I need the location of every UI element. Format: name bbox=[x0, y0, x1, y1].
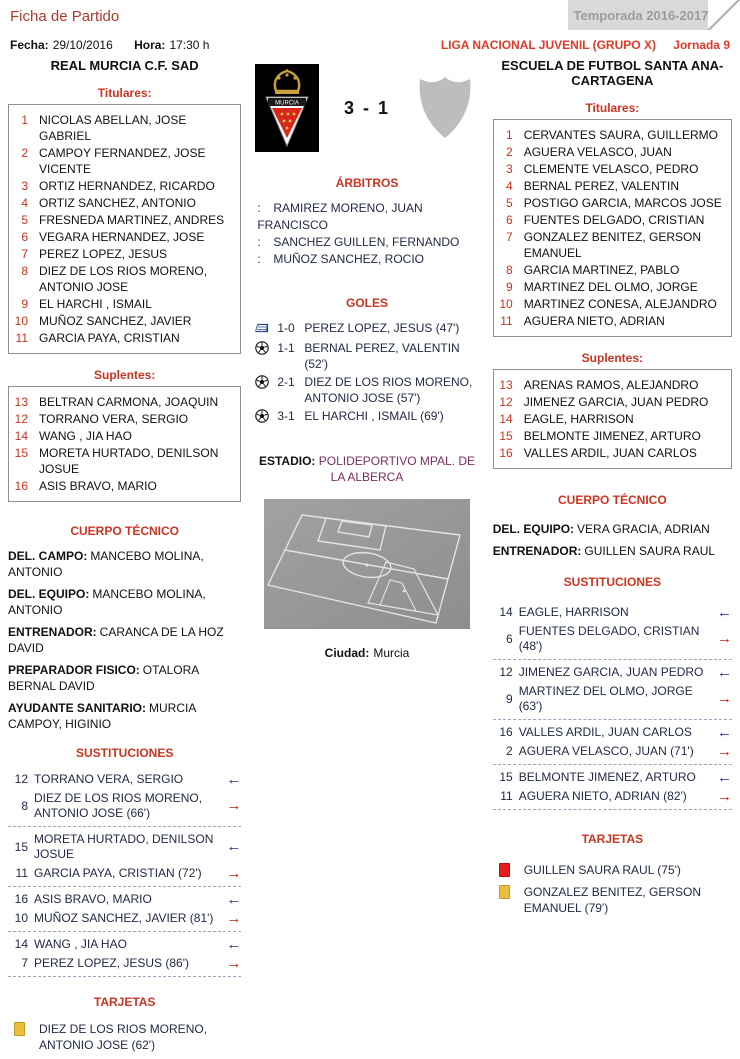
sub-out-arrow-icon: → bbox=[717, 742, 732, 760]
sub-player-number: 14 bbox=[499, 605, 513, 619]
goal-score: 1-0 bbox=[277, 321, 295, 335]
player-row bbox=[494, 279, 727, 295]
substitution-row bbox=[8, 935, 241, 954]
player-name: EL HARCHI , ISMAIL bbox=[39, 297, 152, 311]
sub-player-name: VALLES ARDIL, JUAN CARLOS bbox=[518, 725, 692, 739]
sub-player-name: AGUERA NIETO, ADRIAN (82') bbox=[518, 789, 687, 803]
staff-row bbox=[493, 521, 732, 537]
away-team-name: ESCUELA DE FUTBOL SANTA ANA-CARTAGENA bbox=[501, 58, 724, 88]
staff-row bbox=[8, 624, 241, 656]
player-name: TORRANO VERA, SERGIO bbox=[39, 412, 189, 426]
home-cards-list bbox=[8, 1021, 241, 1053]
sub-player-name: ASIS BRAVO, MARIO bbox=[34, 892, 152, 906]
away-substitutions-heading: SUSTITUCIONES bbox=[563, 575, 662, 589]
sub-player-name: FUENTES DELGADO, CRISTIAN (48') bbox=[518, 624, 700, 653]
player-row bbox=[494, 313, 727, 329]
staff-name: CARANCA DE LA HOZ DAVID bbox=[8, 625, 224, 655]
date-value: 29/10/2016 bbox=[52, 38, 113, 52]
player-number: 2 bbox=[21, 146, 28, 160]
match-meta-row bbox=[0, 30, 740, 52]
staff-name: MANCEBO MOLINA, ANTONIO bbox=[8, 549, 204, 579]
player-row bbox=[494, 212, 727, 228]
substitution-row bbox=[493, 742, 732, 765]
player-name: AGUERA NIETO, ADRIAN bbox=[523, 314, 665, 328]
card-icon bbox=[499, 885, 510, 899]
player-number: 6 bbox=[506, 213, 513, 227]
league-name: LIGA NACIONAL JUVENIL (GRUPO X) bbox=[440, 38, 656, 52]
sub-player-number: 2 bbox=[506, 744, 513, 758]
staff-role-label: ENTRENADOR: bbox=[8, 625, 97, 639]
staff-name: MANCEBO MOLINA, ANTONIO bbox=[8, 587, 206, 617]
goal-row bbox=[255, 374, 478, 406]
staff-role-label: AYUDANTE SANITARIO: bbox=[8, 701, 147, 715]
soccer-ball-icon bbox=[255, 409, 269, 423]
page-title: Ficha de Partido bbox=[10, 8, 120, 25]
goal-row bbox=[255, 408, 478, 427]
player-name: AGUERA VELASCO, JUAN bbox=[523, 145, 672, 159]
staff-row bbox=[8, 586, 241, 618]
goals-section bbox=[255, 296, 478, 427]
player-name: VEGARA HERNANDEZ, JOSE bbox=[39, 230, 205, 244]
player-name: ASIS BRAVO, MARIO bbox=[39, 479, 157, 493]
goal-row bbox=[255, 320, 478, 338]
stadium-image bbox=[264, 499, 470, 629]
card-icon bbox=[14, 1022, 25, 1036]
player-name: CLEMENTE VELASCO, PEDRO bbox=[523, 162, 699, 176]
time-label: Hora: bbox=[134, 38, 166, 52]
home-starters-box bbox=[8, 104, 241, 354]
player-name: GONZALEZ BENITEZ, GERSON EMANUEL bbox=[523, 230, 702, 260]
sub-player-number: 9 bbox=[506, 691, 513, 706]
staff-row bbox=[8, 662, 241, 694]
card-row bbox=[8, 1021, 241, 1053]
player-name: MORETA HURTADO, DENILSON JOSUE bbox=[39, 446, 219, 476]
stadium-label: ESTADIO: bbox=[258, 454, 316, 468]
card-row bbox=[493, 884, 732, 916]
referees-section bbox=[255, 176, 478, 268]
goal-scorer: EL HARCHI , ISMAIL (69') bbox=[304, 409, 444, 423]
home-score: 3 bbox=[343, 97, 356, 118]
season-bar bbox=[568, 0, 740, 30]
player-row bbox=[494, 161, 727, 177]
stadium-image-wrap bbox=[255, 499, 478, 634]
away-team-column bbox=[493, 58, 732, 1059]
sub-player-name: AGUERA VELASCO, JUAN (71') bbox=[518, 744, 694, 758]
player-number: 16 bbox=[14, 479, 28, 493]
player-name: POSTIGO GARCIA, MARCOS JOSE bbox=[523, 196, 722, 210]
away-subs-label: Suplentes: bbox=[581, 351, 644, 365]
staff-role-label: PREPARADOR FISICO: bbox=[8, 663, 140, 677]
player-row bbox=[9, 178, 236, 194]
sub-in-arrow-icon: ← bbox=[226, 935, 242, 953]
goal-scorer: BERNAL PEREZ, VALENTIN (52') bbox=[304, 341, 460, 371]
stadium-block bbox=[255, 453, 478, 485]
goal-score: 3-1 bbox=[277, 409, 295, 423]
player-name: MUÑOZ SANCHEZ, JAVIER bbox=[39, 314, 192, 328]
sub-player-name: PEREZ LOPEZ, JESUS (86') bbox=[34, 956, 189, 970]
player-number: 9 bbox=[21, 297, 28, 311]
player-row bbox=[494, 144, 727, 160]
player-row bbox=[9, 145, 236, 177]
player-name: BERNAL PEREZ, VALENTIN bbox=[523, 179, 680, 193]
substitution-row bbox=[8, 864, 241, 887]
player-number: 9 bbox=[506, 280, 513, 294]
player-number: 8 bbox=[506, 263, 513, 277]
home-subs-box bbox=[8, 386, 241, 502]
referees-heading: ÁRBITROS bbox=[335, 176, 399, 190]
date-label: Fecha: bbox=[10, 38, 49, 52]
player-name: ORTIZ HERNANDEZ, RICARDO bbox=[39, 179, 215, 193]
sub-player-number: 16 bbox=[499, 725, 513, 739]
player-name: CAMPOY FERNANDEZ, JOSE VICENTE bbox=[39, 146, 206, 176]
goal-scorer: DIEZ DE LOS RIOS MORENO, ANTONIO JOSE (57') bbox=[304, 375, 473, 405]
home-subs-label: Suplentes: bbox=[93, 368, 156, 382]
staff-role-label: DEL. EQUIPO: bbox=[492, 522, 575, 536]
sub-out-arrow-icon: → bbox=[226, 864, 242, 882]
sub-player-number: 6 bbox=[506, 631, 513, 646]
player-row bbox=[494, 394, 727, 410]
card-row bbox=[493, 862, 732, 878]
player-row bbox=[9, 195, 236, 211]
player-row bbox=[9, 112, 236, 144]
player-name: CERVANTES SAURA, GUILLERMO bbox=[523, 128, 718, 142]
player-number: 7 bbox=[21, 247, 28, 261]
player-number: 6 bbox=[21, 230, 28, 244]
player-number: 12 bbox=[14, 412, 28, 426]
match-center-column bbox=[255, 58, 478, 1059]
player-row bbox=[494, 178, 727, 194]
referee-name: SANCHEZ GUILLEN, FERNANDO bbox=[273, 235, 460, 249]
home-staff-heading: CUERPO TÉCNICO bbox=[70, 524, 179, 538]
substitution-row bbox=[8, 789, 241, 827]
player-name: DIEZ DE LOS RIOS MORENO, ANTONIO JOSE bbox=[39, 264, 208, 294]
carded-player-name: GUILLEN SAURA RAUL (75') bbox=[523, 863, 681, 877]
sub-player-name: EAGLE, HARRISON bbox=[518, 605, 629, 619]
staff-name: OTALORA BERNAL DAVID bbox=[8, 663, 199, 693]
player-name: EAGLE, HARRISON bbox=[523, 412, 634, 426]
card-icon bbox=[499, 863, 510, 877]
player-name: MARTINEZ CONESA, ALEJANDRO bbox=[523, 297, 717, 311]
page-corner-fold-icon bbox=[708, 0, 740, 30]
player-number: 15 bbox=[14, 446, 28, 460]
substitution-row bbox=[493, 768, 732, 787]
referee-name: RAMIREZ MORENO, JUAN FRANCISCO bbox=[257, 201, 423, 232]
goals-heading: GOLES bbox=[346, 296, 389, 310]
player-name: VALLES ARDIL, JUAN CARLOS bbox=[523, 446, 697, 460]
city-line bbox=[255, 646, 478, 660]
home-substitutions-heading: SUSTITUCIONES bbox=[75, 746, 174, 760]
staff-row bbox=[8, 548, 241, 580]
player-name: NICOLAS ABELLAN, JOSE GABRIEL bbox=[39, 113, 187, 143]
player-number: 7 bbox=[506, 230, 513, 244]
player-number: 4 bbox=[21, 196, 28, 210]
goal-scorer: PEREZ LOPEZ, JESUS (47') bbox=[304, 321, 460, 335]
player-name: BELTRAN CARMONA, JOAQUIN bbox=[39, 395, 219, 409]
sub-player-number: 15 bbox=[14, 839, 28, 854]
goal-row bbox=[255, 340, 478, 372]
referees-list bbox=[255, 200, 478, 268]
player-row bbox=[9, 229, 236, 245]
substitution-row bbox=[493, 787, 732, 810]
player-row bbox=[9, 330, 236, 346]
player-number: 10 bbox=[14, 314, 28, 328]
matchday: Jornada 9 bbox=[673, 38, 730, 52]
staff-role-label: DEL. EQUIPO: bbox=[8, 587, 90, 601]
player-number: 11 bbox=[500, 314, 513, 328]
player-row bbox=[9, 445, 236, 477]
sub-player-number: 8 bbox=[21, 798, 28, 813]
staff-name: VERA GRACIA, ADRIAN bbox=[577, 522, 710, 536]
player-row bbox=[9, 313, 236, 329]
sub-player-name: TORRANO VERA, SERGIO bbox=[34, 772, 184, 786]
player-number: 3 bbox=[506, 162, 513, 176]
substitution-row bbox=[8, 909, 241, 932]
sub-player-number: 15 bbox=[499, 770, 513, 784]
player-name: GARCIA PAYA, CRISTIAN bbox=[39, 331, 180, 345]
home-starters-label: Titulares: bbox=[97, 86, 152, 100]
player-number: 13 bbox=[14, 395, 28, 409]
player-number: 11 bbox=[15, 331, 28, 345]
sub-out-arrow-icon: → bbox=[226, 797, 242, 814]
home-team-badge bbox=[255, 64, 319, 152]
substitution-row bbox=[493, 723, 732, 742]
away-team-badge bbox=[415, 74, 475, 142]
referee-colon: : bbox=[257, 235, 261, 249]
substitution-row bbox=[8, 830, 241, 864]
sub-player-name: MARTINEZ DEL OLMO, JORGE (63') bbox=[518, 684, 693, 713]
sub-in-arrow-icon: ← bbox=[226, 838, 242, 855]
sub-out-arrow-icon: → bbox=[717, 690, 732, 707]
player-row bbox=[9, 263, 236, 295]
score-separator: - bbox=[363, 97, 371, 118]
player-name: GARCIA MARTINEZ, PABLO bbox=[523, 263, 680, 277]
player-row bbox=[9, 411, 236, 427]
player-name: MARTINEZ DEL OLMO, JORGE bbox=[523, 280, 698, 294]
away-score: 1 bbox=[378, 97, 391, 118]
date-time bbox=[10, 38, 209, 52]
substitution-row bbox=[8, 954, 241, 977]
away-staff-heading: CUERPO TÉCNICO bbox=[558, 493, 667, 507]
player-number: 16 bbox=[499, 446, 513, 460]
sub-in-arrow-icon: ← bbox=[717, 723, 732, 741]
player-number: 2 bbox=[506, 145, 513, 159]
sub-player-name: JIMENEZ GARCIA, JUAN PEDRO bbox=[518, 665, 704, 679]
referee-colon: : bbox=[257, 201, 261, 215]
sub-out-arrow-icon: → bbox=[226, 954, 242, 972]
sub-player-number: 12 bbox=[14, 772, 28, 786]
player-row bbox=[494, 428, 727, 444]
sub-player-number: 10 bbox=[14, 911, 28, 925]
stadium-link[interactable]: POLIDEPORTIVO MPAL. DE LA ALBERCA bbox=[318, 454, 476, 484]
sub-in-arrow-icon: ← bbox=[717, 768, 732, 786]
score-row bbox=[255, 62, 478, 154]
player-number: 5 bbox=[506, 196, 513, 210]
soccer-ball-icon bbox=[255, 341, 269, 355]
player-name: WANG , JIA HAO bbox=[39, 429, 132, 443]
sub-in-arrow-icon: ← bbox=[226, 890, 242, 908]
player-row bbox=[494, 377, 727, 393]
sub-player-name: WANG , JIA HAO bbox=[34, 937, 127, 951]
away-cards-list bbox=[493, 862, 732, 916]
referee-row bbox=[255, 251, 478, 268]
player-row bbox=[9, 296, 236, 312]
player-row bbox=[494, 127, 727, 143]
away-staff-list bbox=[493, 521, 732, 559]
substitution-row bbox=[493, 663, 732, 682]
staff-role-label: ENTRENADOR: bbox=[492, 544, 582, 558]
player-row bbox=[494, 296, 727, 312]
player-name: BELMONTE JIMENEZ, ARTURO bbox=[523, 429, 701, 443]
city-label: Ciudad: bbox=[324, 646, 370, 660]
carded-player-name: DIEZ DE LOS RIOS MORENO, ANTONIO JOSE (62') bbox=[39, 1022, 208, 1052]
player-row bbox=[494, 445, 727, 461]
time-value: 17:30 h bbox=[169, 38, 210, 52]
referee-colon: : bbox=[257, 252, 261, 266]
referee-name: MUÑOZ SANCHEZ, ROCIO bbox=[273, 252, 424, 266]
away-starters-label: Titulares: bbox=[585, 101, 640, 115]
home-cards-heading: TARJETAS bbox=[93, 995, 156, 1009]
home-team-column bbox=[8, 58, 241, 1059]
away-starters-box bbox=[493, 119, 732, 337]
sub-player-number: 14 bbox=[14, 937, 28, 951]
sub-out-arrow-icon: → bbox=[226, 909, 242, 927]
sub-player-number: 12 bbox=[499, 665, 513, 679]
player-number: 3 bbox=[21, 179, 28, 193]
substitution-row bbox=[493, 622, 732, 660]
player-row bbox=[494, 262, 727, 278]
player-number: 14 bbox=[499, 412, 513, 426]
sub-player-number: 7 bbox=[21, 956, 28, 970]
goals-list bbox=[255, 320, 478, 427]
player-number: 1 bbox=[506, 128, 513, 142]
player-row bbox=[494, 229, 727, 261]
sub-player-name: BELMONTE JIMENEZ, ARTURO bbox=[518, 770, 696, 784]
referee-row bbox=[255, 200, 478, 234]
player-row bbox=[9, 394, 236, 410]
away-cards-heading: TARJETAS bbox=[581, 832, 644, 846]
staff-name: GUILLEN SAURA RAUL bbox=[584, 544, 716, 558]
staff-row bbox=[493, 543, 732, 559]
league-info bbox=[441, 38, 730, 52]
home-substitutions-list bbox=[8, 770, 241, 977]
player-row bbox=[494, 195, 727, 211]
player-number: 8 bbox=[21, 264, 28, 278]
home-staff-list bbox=[8, 548, 241, 732]
staff-role-label: DEL. CAMPO: bbox=[8, 549, 88, 563]
top-bar bbox=[0, 0, 740, 30]
sub-in-arrow-icon: ← bbox=[717, 603, 732, 621]
sub-in-arrow-icon: ← bbox=[717, 663, 732, 681]
player-name: FUENTES DELGADO, CRISTIAN bbox=[523, 213, 705, 227]
carded-player-name: GONZALEZ BENITEZ, GERSON EMANUEL (79') bbox=[523, 885, 702, 915]
home-team-name: REAL MURCIA C.F. SAD bbox=[50, 58, 199, 73]
sub-player-name: DIEZ DE LOS RIOS MORENO, ANTONIO JOSE (66') bbox=[34, 791, 203, 820]
away-substitutions-list bbox=[493, 603, 732, 810]
player-number: 5 bbox=[21, 213, 28, 227]
season-label: Temporada 2016-2017 bbox=[573, 7, 709, 23]
player-name: ORTIZ SANCHEZ, ANTONIO bbox=[39, 196, 196, 210]
sub-player-number: 16 bbox=[14, 892, 28, 906]
player-number: 12 bbox=[499, 395, 513, 409]
referee-row bbox=[255, 234, 478, 251]
substitution-row bbox=[8, 890, 241, 909]
goal-net-icon bbox=[255, 321, 270, 334]
staff-name: MURCIA CAMPOY, HIGINIO bbox=[8, 701, 196, 731]
staff-row bbox=[8, 700, 241, 732]
sub-out-arrow-icon: → bbox=[717, 787, 732, 805]
sub-out-arrow-icon: → bbox=[717, 630, 732, 647]
player-number: 1 bbox=[21, 113, 28, 127]
player-number: 4 bbox=[506, 179, 513, 193]
player-number: 15 bbox=[499, 429, 513, 443]
substitution-row bbox=[493, 603, 732, 622]
away-subs-box bbox=[493, 369, 732, 469]
sub-player-name: MORETA HURTADO, DENILSON JOSUE bbox=[34, 832, 214, 861]
player-row bbox=[9, 212, 236, 228]
goal-score: 2-1 bbox=[277, 375, 295, 389]
player-row bbox=[9, 478, 236, 494]
sub-player-number: 11 bbox=[500, 789, 513, 803]
player-row bbox=[9, 428, 236, 444]
sub-player-number: 11 bbox=[15, 866, 28, 880]
sub-in-arrow-icon: ← bbox=[226, 770, 242, 788]
player-row bbox=[9, 246, 236, 262]
player-number: 13 bbox=[499, 378, 513, 392]
sub-player-name: GARCIA PAYA, CRISTIAN (72') bbox=[34, 866, 202, 880]
match-score bbox=[319, 98, 414, 119]
player-number: 14 bbox=[14, 429, 28, 443]
substitution-row bbox=[8, 770, 241, 789]
player-row bbox=[494, 411, 727, 427]
city-value: Murcia bbox=[373, 646, 410, 660]
player-name: PEREZ LOPEZ, JESUS bbox=[39, 247, 168, 261]
substitution-row bbox=[493, 682, 732, 720]
sub-player-name: MUÑOZ SANCHEZ, JAVIER (81') bbox=[34, 911, 214, 925]
svg-text:MURCIA: MURCIA bbox=[275, 100, 300, 107]
player-name: ARENAS RAMOS, ALEJANDRO bbox=[523, 378, 699, 392]
soccer-ball-icon bbox=[255, 375, 269, 389]
player-number: 10 bbox=[499, 297, 513, 311]
goal-score: 1-1 bbox=[277, 341, 295, 355]
player-name: FRESNEDA MARTINEZ, ANDRES bbox=[39, 213, 225, 227]
player-name: JIMENEZ GARCIA, JUAN PEDRO bbox=[523, 395, 709, 409]
